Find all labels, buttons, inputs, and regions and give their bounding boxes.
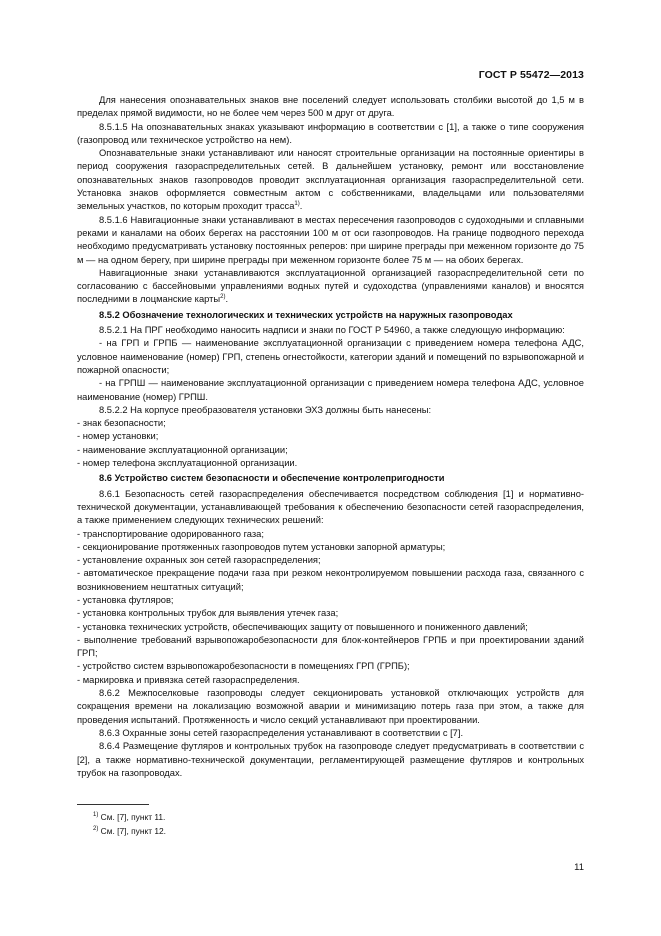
paragraph: 8.5.1.5 На опознавательных знаках указывают информацию в соответствии с [1], а также о типе сооружения (газопровод или техническое устройство на нем). [77, 121, 584, 145]
list-item: - транспортирование одорированного газа; [77, 528, 264, 539]
paragraph: Для нанесения опознавательных знаков вне поселений следует использовать столбики высотой до 1,5 м в пределах прямой видимости, но не более чем через 500 м друг от друга. [77, 95, 584, 119]
footnote-ref: 1) [294, 201, 300, 208]
paragraph: 8.5.2.1 На ПРГ необходимо наносить надписи и знаки по ГОСТ Р 54960, а также следующую информацию: [99, 325, 565, 336]
list-item: - установка технических устройств, обеспечивающих защиту от повышенного и пониженного давлений; [77, 621, 528, 632]
paragraph: 8.6.3 Охранные зоны сетей газораспределения устанавливают в соответствии с [7]. [99, 727, 464, 738]
list-item: - автоматическое прекращение подачи газа при резком неконтролируемом повышении расхода газа, связанного с возникновением нештатных ситуаций; [77, 568, 584, 592]
footnote-text: См. [7], пункт 11. [100, 812, 166, 822]
footnote [93, 826, 166, 837]
footnote-mark: 2) [93, 826, 99, 833]
sentence-end: . [299, 201, 303, 212]
footnote-separator [77, 804, 149, 805]
footnote-text: См. [7], пункт 12. [100, 826, 167, 836]
list-item: - знак безопасности; [77, 418, 166, 429]
list-item: - устройство систем взрывопожаробезопасности в помещениях ГРП (ГРПБ); [77, 661, 410, 672]
section-heading: 8.5.2 Обозначение технологических и технических устройств на наружных газопроводах [99, 309, 513, 320]
paragraph: 8.6.2 Межпоселковые газопроводы следует секционировать установкой отключающих устройств для сокращения времени на локализацию возможной аварии и минимизацию потерь газа при этом, а также для проведения испытаний. Протяженность и число секций устанавливают при проектировании. [77, 688, 584, 725]
list-item: - номер телефона эксплуатационной организации. [77, 458, 298, 469]
paragraph-text: Опознавательные знаки устанавливают или наносят строительные организации на постоянные ориентиры в период сооружения газораспределительных сетей. В дальнейшем установку, ремонт или восстановление опознавательных знаков газопроводов проводит эксплуатационная организация газораспределительной сети. Установка знаков оформляется совместным актом с собственниками, владельцами или пользователями земельных участков, по которым проходит трасса [77, 148, 584, 212]
section-heading: 8.6 Устройство систем безопасности и обеспечение контролепригодности [99, 473, 445, 484]
paragraph [77, 147, 584, 213]
list-item: - наименование эксплуатационной организации; [77, 444, 288, 455]
list-item: - установка футляров; [77, 594, 174, 605]
paragraph: 8.6.4 Размещение футляров и контрольных трубок на газопроводе следует предусматривать в соответствии с [2], а также нормативно-технической документации, регламентирующей размещение футляров и контрольных трубок на газопроводах. [77, 741, 584, 778]
document-body [77, 94, 584, 780]
standard-header: ГОСТ Р 55472—2013 [478, 69, 584, 81]
list-item: - выполнение требований взрывопожаробезопасности для блок-контейнеров ГРПБ и при проектировании зданий ГРП; [77, 634, 584, 659]
paragraph: 8.5.2.2 На корпусе преобразователя установки ЭХЗ должны быть нанесены: [99, 404, 432, 415]
footnote-ref: 2) [220, 294, 226, 301]
paragraph [77, 267, 584, 307]
list-item: - маркировка и привязка сетей газораспределения. [77, 674, 300, 685]
paragraph-text: Навигационные знаки устанавливаются эксплуатационной организацией газораспределительной сети по согласованию с бассейновыми управлениями водных путей и судоходства (управлениями каналов) и вносятся последними в лоцманские карты [77, 267, 584, 305]
list-item: - установка контрольных трубок для выявления утечек газа; [77, 608, 339, 619]
footnote [93, 812, 165, 823]
footnote-mark: 1) [93, 812, 99, 819]
paragraph: 8.5.1.6 Навигационные знаки устанавливают в местах пересечения газопроводов с судоходными и сплавными реками и каналами на обоих берегах на расстоянии 100 м от оси газопроводов. На границе подводного перехода необходимо предусматривать установку постоянных реперов: при ширине преграды при меженном горизонте до 75 м — на одном берегу, при ширине преграды при меженном горизонте более 75 м — на обоих берегах. [77, 214, 584, 265]
list-item: - установление охранных зон сетей газораспределения; [77, 555, 321, 566]
list-item: - на ГРПШ — наименование эксплуатационной организации с приведением номера телефона АДС, условное наименование (номер) ГРПШ. [77, 378, 584, 402]
sentence-end: . [225, 294, 229, 305]
list-item: - на ГРП и ГРПБ — наименование эксплуатационной организации с приведением номера телефона АДС, условное наименование (номер) ГРП, степень огнестойкости, категории зданий и помещений по взрывопожарной и пожарной опасности; [77, 338, 584, 375]
list-item: - номер установки; [77, 431, 159, 442]
page-number: 11 [574, 862, 584, 873]
paragraph: 8.6.1 Безопасность сетей газораспределения обеспечивается посредством соблюдения [1] и нормативно-технической документации, устанавливающей требования к обеспечению безопасности сетей газораспределения, а также применением следующих технических решений: [77, 488, 584, 526]
list-item: - секционирование протяженных газопроводов путем установки запорной арматуры; [77, 541, 446, 552]
